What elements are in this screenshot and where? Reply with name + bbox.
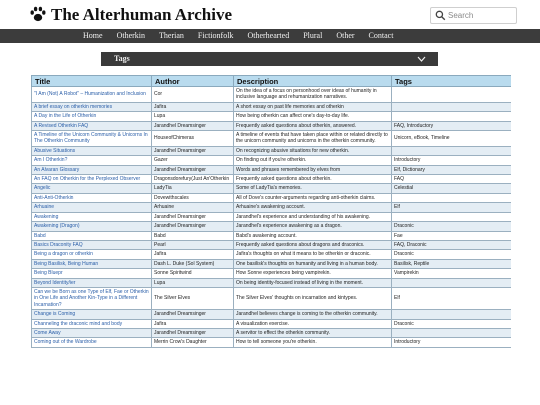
column-header-title[interactable]: Title (32, 76, 152, 87)
cell-description: Jarandhel's experience awakening as a dragon. (234, 222, 392, 231)
table-row (32, 112, 512, 121)
site-title[interactable]: The Alterhuman Archive (51, 5, 233, 24)
cell-title (32, 131, 152, 147)
article-link[interactable]: Anti-Anti-Otherkin (34, 194, 74, 201)
cell-description: A short essay on past life memories and otherkin (234, 102, 392, 111)
cell-title (32, 203, 152, 212)
cell-title (32, 175, 152, 184)
table-row (32, 146, 512, 155)
article-link[interactable]: Angelic (34, 185, 51, 192)
cell-description: Jafira's thoughts on what it means to be otherkin or draconic. (234, 250, 392, 259)
cell-author: Jarandhel Dreamsinger (152, 328, 234, 337)
article-link[interactable]: Beyond Identity/ier (34, 279, 76, 286)
cell-author: Lupa (152, 112, 234, 121)
cell-description: The Silver Elves' thoughts on incarnation and kintypes. (234, 287, 392, 309)
column-header-description[interactable]: Description (234, 76, 392, 87)
cell-tags (392, 193, 512, 202)
cell-author: Jarandhel Dreamsinger (152, 121, 234, 130)
cell-description: How Sonne experiences being vampirekin. (234, 269, 392, 278)
cell-tags: Elf, Dictionary (392, 165, 512, 174)
cell-tags: Draconic (392, 319, 512, 328)
cell-title (32, 287, 152, 309)
cell-author: Dragonsdorefury(Just An'Otherkin (152, 175, 234, 184)
cell-author: The Silver Elves (152, 287, 234, 309)
cell-description: Frequently asked questions about dragons and draconics. (234, 240, 392, 249)
chevron-down-icon[interactable] (417, 55, 426, 63)
article-link[interactable]: Am I Otherkin? (34, 157, 68, 164)
table-row (32, 203, 512, 212)
cell-tags: Celestial (392, 184, 512, 193)
main-nav (0, 29, 540, 43)
cell-author: Gazer (152, 156, 234, 165)
table-row (32, 287, 512, 309)
article-link[interactable]: Basics Draconity FAQ (34, 241, 83, 248)
cell-tags: Introductory (392, 156, 512, 165)
cell-tags: Vampirekin (392, 269, 512, 278)
cell-tags: FAQ, Draconic (392, 240, 512, 249)
cell-title (32, 240, 152, 249)
search-input[interactable] (448, 8, 512, 23)
column-header-tags[interactable]: Tags (392, 76, 512, 87)
cell-title (32, 222, 152, 231)
article-link[interactable]: Awakening (Dragon) (34, 223, 80, 230)
cell-tags: Fae (392, 231, 512, 240)
cell-title (32, 146, 152, 155)
cell-title (32, 193, 152, 202)
table-row (32, 102, 512, 111)
table-row (32, 87, 512, 103)
table-row (32, 259, 512, 268)
cell-title (32, 212, 152, 221)
article-link[interactable]: An FAQ on Otherkin for the Perplexed Observer (34, 176, 141, 183)
cell-description: Frequently asked questions about otherkin, answered. (234, 121, 392, 130)
cell-description: On being identity-focused instead of living in the moment. (234, 278, 392, 287)
cell-title (32, 112, 152, 121)
table-header-row (32, 76, 512, 87)
table-row (32, 250, 512, 259)
cell-title (32, 121, 152, 130)
cell-description: How being otherkin can affect one's day-to-day life. (234, 112, 392, 121)
article-link[interactable]: Babd (34, 232, 46, 239)
cell-author: Lupa (152, 278, 234, 287)
cell-description: Jarandhel's experience and understanding of his awakening. (234, 212, 392, 221)
cell-tags: Unicorn, eBook, Timeline (392, 131, 512, 147)
article-link[interactable]: Come Away (34, 329, 61, 336)
cell-author: Cor (152, 87, 234, 103)
nav-item-home[interactable]: Home (83, 31, 103, 40)
article-link[interactable]: A Timeline of the Unicorn Community & Unicorns In The Otherkin Community (34, 132, 148, 145)
cell-description: A servitor to effect the otherkin community. (234, 328, 392, 337)
table-row (32, 131, 512, 147)
cell-author: Jarandhel Dreamsinger (152, 165, 234, 174)
cell-title (32, 165, 152, 174)
table-row (32, 278, 512, 287)
column-header-author[interactable]: Author (152, 76, 234, 87)
cell-tags: Draconic (392, 222, 512, 231)
tags-label: Tags (114, 54, 130, 63)
table-row (32, 193, 512, 202)
search-box[interactable] (430, 7, 517, 24)
table-row (32, 319, 512, 328)
cell-tags: Elf (392, 203, 512, 212)
table-row (32, 184, 512, 193)
table-row (32, 269, 512, 278)
cell-title (32, 87, 152, 103)
cell-description: Jarandhel believes change is coming to the otherkin community. (234, 310, 392, 319)
nav-item-other[interactable]: Other (336, 31, 355, 40)
cell-author: Jarandhel Dreamsinger (152, 212, 234, 221)
cell-title (32, 156, 152, 165)
cell-author: Jarandhel Dreamsinger (152, 146, 234, 155)
table-row (32, 222, 512, 231)
article-link[interactable]: Abusive Situations (34, 147, 76, 154)
cell-tags (392, 102, 512, 111)
cell-tags: FAQ, Introductory (392, 121, 512, 130)
cell-author: Jarandhel Dreamsinger (152, 310, 234, 319)
article-link[interactable]: Coming out of the Wardrobe (34, 339, 97, 346)
articles-table-container (31, 75, 511, 405)
cell-author: Arhuaine (152, 203, 234, 212)
cell-title (32, 184, 152, 193)
cell-title (32, 269, 152, 278)
cell-tags (392, 146, 512, 155)
search-icon[interactable] (435, 10, 446, 21)
cell-description: On recognizing abusive situations for new otherkin. (234, 146, 392, 155)
cell-title (32, 231, 152, 240)
cell-title (32, 102, 152, 111)
cell-tags (392, 278, 512, 287)
cell-description: A timeline of events that have taken place within or related directly to the unicorn community and unicorns in the otherkin community. (234, 131, 392, 147)
cell-description: Frequently asked questions about otherkin. (234, 175, 392, 184)
cell-author: Merrin Crow's Daughter (152, 338, 234, 347)
nav-item-fictionfolk[interactable]: Fictionfolk (197, 31, 234, 40)
cell-author: HouseofChimeras (152, 131, 234, 147)
cell-description: On finding out if you're otherkin. (234, 156, 392, 165)
cell-tags: Introductory (392, 338, 512, 347)
cell-tags (392, 87, 512, 103)
article-link[interactable]: A Revised Otherkin FAQ (34, 122, 89, 129)
cell-description: A visualization exercise. (234, 319, 392, 328)
article-link[interactable]: A Day in the Life of Otherkin (34, 113, 97, 120)
cell-description: Words and phrases remembered by elves from (234, 165, 392, 174)
cell-author: Jafira (152, 319, 234, 328)
cell-author: Jafira (152, 102, 234, 111)
cell-title (32, 259, 152, 268)
article-link[interactable]: Being Basilisk, Being Human (34, 260, 99, 267)
cell-title (32, 338, 152, 347)
cell-tags: Elf (392, 287, 512, 309)
cell-description: Babd's awakening account. (234, 231, 392, 240)
cell-description: On the idea of a focus on personhood over ideas of humanity in inclusive language and rehumanization narratives. (234, 87, 392, 103)
cell-title (32, 310, 152, 319)
cell-tags (392, 112, 512, 121)
cell-title (32, 328, 152, 337)
table-row (32, 338, 512, 347)
article-link[interactable]: Arhuaine (34, 204, 55, 211)
cell-tags (392, 212, 512, 221)
article-link[interactable]: An Alvaran Glossary (34, 166, 80, 173)
article-link[interactable]: Being a dragon or otherkin (34, 251, 93, 258)
paw-print-icon[interactable] (29, 5, 47, 23)
cell-description: Arhuaine's awakening account. (234, 203, 392, 212)
nav-item-otherkin[interactable]: Otherkin (116, 31, 145, 40)
cell-author: Dash L. Duke (Sol System) (152, 259, 234, 268)
nav-item-contact[interactable]: Contact (368, 31, 394, 40)
cell-title (32, 278, 152, 287)
nav-item-otherhearted[interactable]: Otherhearted (247, 31, 290, 40)
cell-description: Some of LadyTia's memories. (234, 184, 392, 193)
articles-table (31, 75, 511, 348)
cell-tags: Draconic (392, 250, 512, 259)
cell-tags: FAQ (392, 175, 512, 184)
cell-title (32, 250, 152, 259)
table-row (32, 212, 512, 221)
cell-tags (392, 328, 512, 337)
table-row (32, 328, 512, 337)
nav-item-plural[interactable]: Plural (303, 31, 323, 40)
cell-description: All of Dove's counter-arguments regarding anti-otherkin claims. (234, 193, 392, 202)
site-header (0, 0, 540, 29)
cell-tags (392, 310, 512, 319)
cell-author: LadyTia (152, 184, 234, 193)
article-link[interactable]: Being Bluepr (34, 270, 63, 277)
table-row (32, 240, 512, 249)
article-link[interactable]: "I Am (Not) A Robot" – Humanization and Inclusion (34, 91, 146, 98)
cell-author: Jafira (152, 250, 234, 259)
article-link[interactable]: Channeling the draconic mind and body (34, 320, 123, 327)
cell-tags: Basilisk, Reptile (392, 259, 512, 268)
cell-author: Babd (152, 231, 234, 240)
article-link[interactable]: Change is Coming (34, 311, 76, 318)
cell-author: Jarandhel Dreamsinger (152, 222, 234, 231)
tags-toggle-bar[interactable] (101, 52, 438, 66)
table-row (32, 165, 512, 174)
table-row (32, 310, 512, 319)
cell-title (32, 319, 152, 328)
nav-item-therian[interactable]: Therian (159, 31, 184, 40)
table-row (32, 121, 512, 130)
table-row (32, 175, 512, 184)
cell-author: Dovewithscales (152, 193, 234, 202)
cell-description: How to tell someone you're otherkin. (234, 338, 392, 347)
article-link[interactable]: Can we be Born as one Type of Elf, Fae or Otherkin in One Life and Another Kin-Type in a Different Incarnation? (34, 288, 149, 308)
article-link[interactable]: Awakening (34, 213, 59, 220)
cell-author: Sonne Spiritwind (152, 269, 234, 278)
table-row (32, 156, 512, 165)
cell-description: One basilisk's thoughts on humanity and living in a human body. (234, 259, 392, 268)
article-link[interactable]: A brief essay on otherkin memories (34, 103, 113, 110)
cell-author: Pearl (152, 240, 234, 249)
table-row (32, 231, 512, 240)
